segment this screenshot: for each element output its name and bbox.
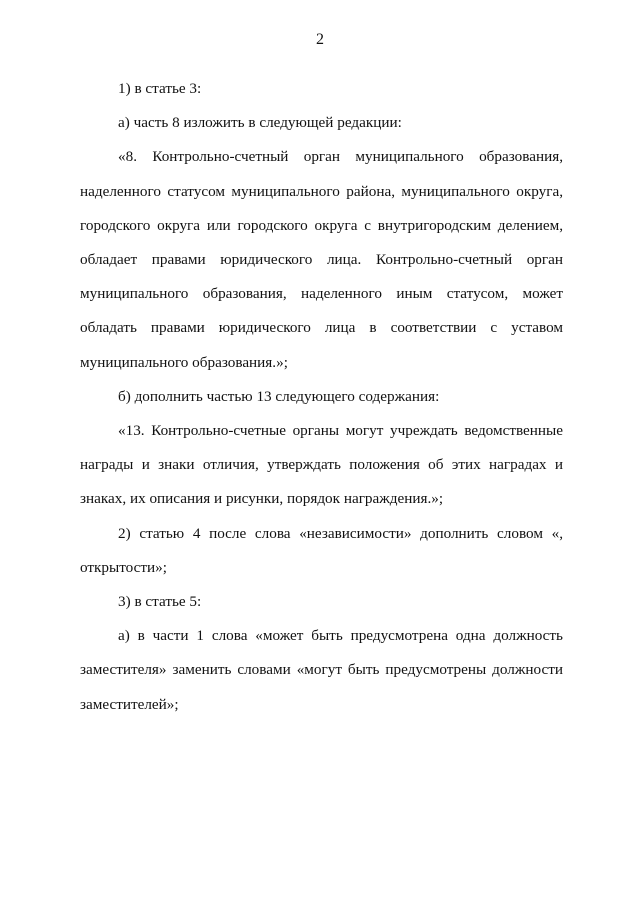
paragraph-article-3: 1) в статье 3: (118, 80, 202, 97)
paragraph-part-13-text: «13. Контрольно-счетные органы могут учреждать ведомственные награды и знаки отличия, утверждать положения об этих наградах и знаках, их описания и рисунки, порядок награждения.»; (80, 422, 563, 508)
document-body (80, 72, 563, 722)
paragraph-part-8-intro: а) часть 8 изложить в следующей редакции: (118, 114, 402, 132)
page-number: 2 (316, 31, 324, 48)
paragraph-article-4: 2) статью 4 после слова «независимости» дополнить словом «, открытости»; (80, 524, 563, 576)
paragraph-article-5-part-1: а) в части 1 слова «может быть предусмотрена одна должность заместителя» заменить словами «могут быть предусмотрены должности заместителей»; (80, 627, 563, 713)
paragraph-article-5: 3) в статье 5: (118, 593, 202, 611)
paragraph-part-13-intro: б) дополнить частью 13 следующего содержания: (118, 387, 440, 405)
paragraph-part-8-text: «8. Контрольно-счетный орган муниципального образования, наделенного статусом муниципального района, муниципального округа, городского округа или городского округа с внутригородским делением, обладает правами юридического лица. Контрольно-счетный орган муниципального образования, наделенного иным статусом, может обладать правами юридического лица в соответствии с уставом муниципального образования.»; (80, 148, 563, 371)
